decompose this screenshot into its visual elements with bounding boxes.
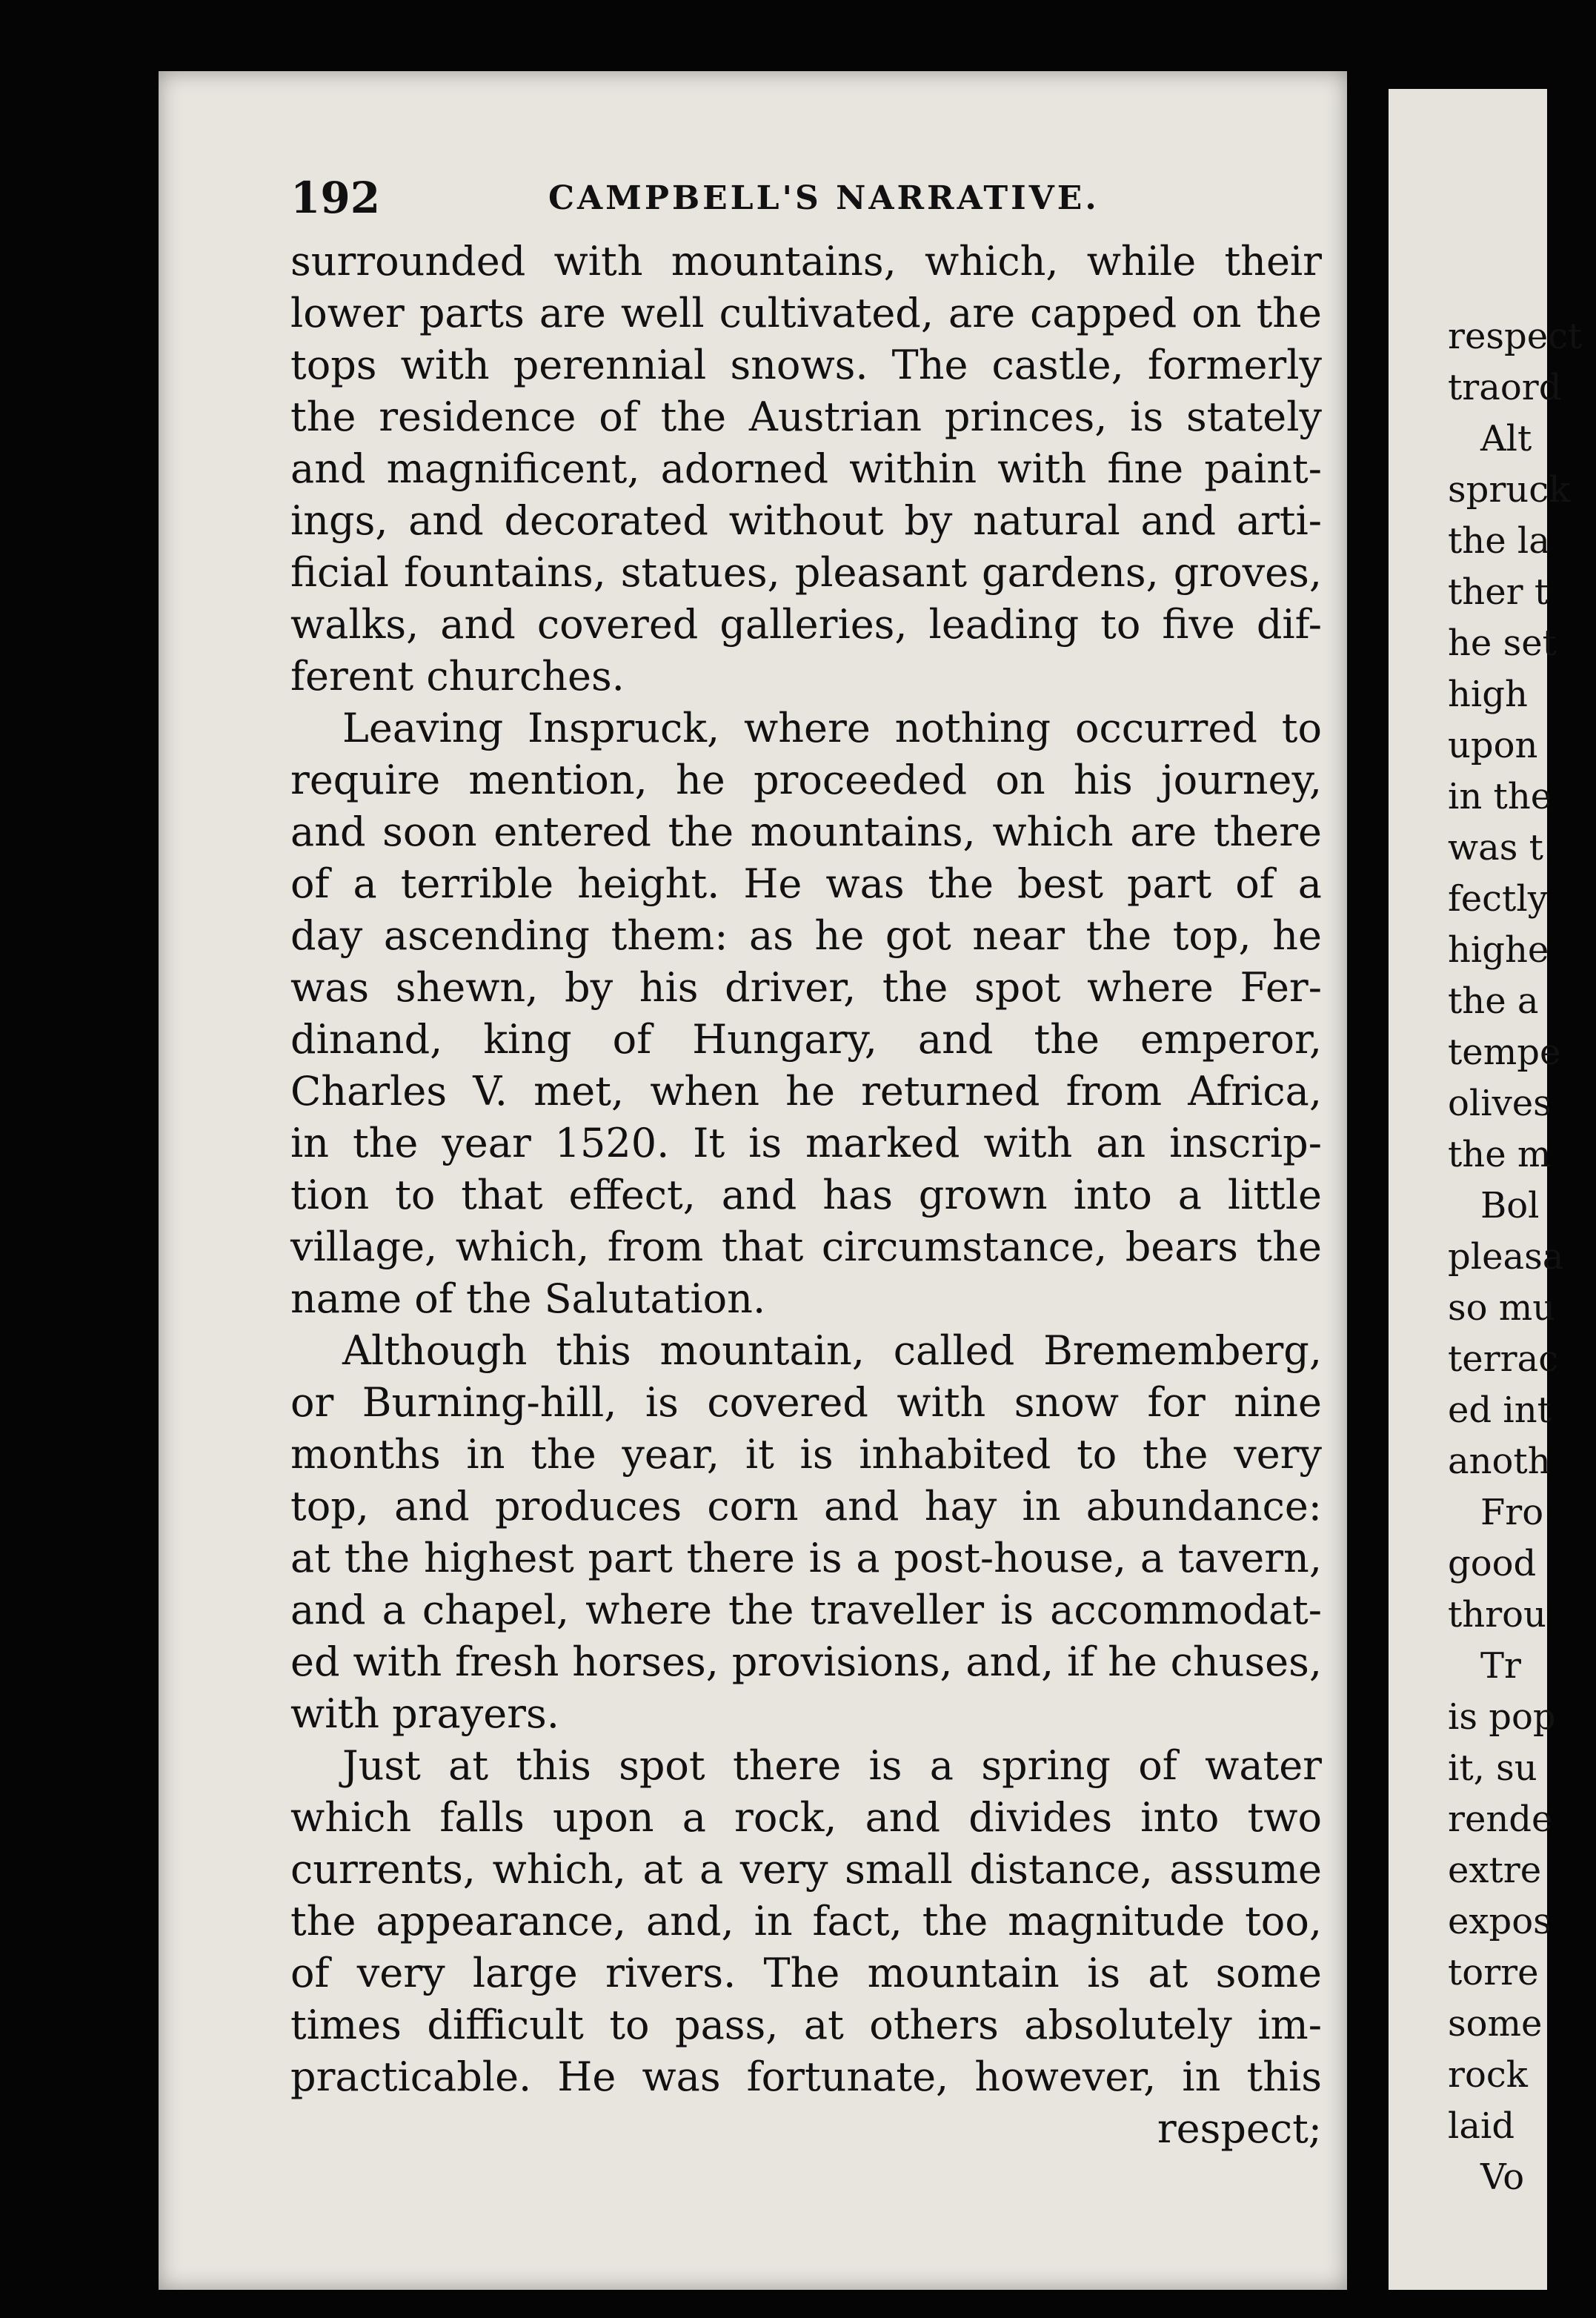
facing-text-line: the la (1448, 520, 1550, 562)
facing-text-line: was t (1448, 827, 1543, 869)
text-line: Although this mountain, called Brememberg, (342, 1327, 1322, 1374)
text-line: tion to that effect, and has grown into a little (290, 1172, 1322, 1218)
facing-text-line: good (1448, 1543, 1537, 1584)
facing-text-line: Fro (1480, 1492, 1544, 1533)
facing-text-line: ed int (1448, 1389, 1552, 1431)
facing-text-line: traord (1448, 367, 1562, 408)
facing-text-line: highe (1448, 929, 1549, 971)
facing-text-line: spruck (1448, 469, 1571, 511)
text-line: the appearance, and, in fact, the magnitude too, (290, 1898, 1322, 1945)
text-line: dinand, king of Hungary, and the emperor, (290, 1016, 1322, 1063)
facing-text-line: so mu (1448, 1287, 1556, 1329)
text-line: day ascending them: as he got near the top, he (290, 912, 1322, 959)
text-line: ings, and decorated without by natural and arti- (290, 497, 1322, 544)
facing-text-line: torre (1448, 1952, 1539, 1993)
page-header (290, 172, 1306, 224)
text-line: practicable. He was fortunate, however, in this (290, 2053, 1322, 2100)
facing-text-line: is pop (1448, 1696, 1556, 1738)
catchword-line (290, 2103, 1322, 2155)
facing-text-line: respect (1448, 316, 1583, 357)
facing-text-line: the m (1448, 1134, 1552, 1175)
body-text (290, 236, 1322, 2103)
text-line: Charles V. met, when he returned from Africa, (290, 1068, 1322, 1115)
facing-text-line: ther t (1448, 571, 1549, 613)
text-line: and a chapel, where the traveller is accommodat- (290, 1587, 1322, 1633)
text-line: with prayers. (290, 1690, 559, 1737)
text-line: walks, and covered galleries, leading to five dif- (290, 601, 1322, 648)
facing-text-line: extre (1448, 1850, 1542, 1891)
text-line: currents, which, at a very small distance, assume (290, 1846, 1322, 1893)
text-line: times difficult to pass, at others absolutely im- (290, 2002, 1322, 2048)
facing-text-line: the a (1448, 980, 1539, 1022)
facing-text-line: tempe (1448, 1032, 1561, 1073)
text-line: ed with fresh horses, provisions, and, if he chuses, (290, 1638, 1322, 1685)
text-line: the residence of the Austrian princes, is stately (290, 393, 1322, 440)
text-line: at the highest part there is a post-house, a tavern, (290, 1535, 1322, 1581)
facing-text-line: Bol (1480, 1185, 1540, 1226)
text-line: Leaving Inspruck, where nothing occurred to (342, 705, 1322, 751)
facing-text-line: throu (1448, 1594, 1546, 1635)
text-line: or Burning-hill, is covered with snow for nine (290, 1379, 1322, 1426)
facing-text-line: pleasa (1448, 1236, 1564, 1278)
facing-text-line: expos (1448, 1901, 1552, 1942)
facing-text-line: Alt (1480, 418, 1532, 459)
facing-text-line: terrac (1448, 1338, 1559, 1380)
text-line: in the year 1520. It is marked with an inscrip- (290, 1120, 1322, 1166)
facing-text-line: Tr (1480, 1645, 1521, 1687)
facing-text-line: in the (1448, 776, 1552, 817)
catchword: respect; (1157, 2105, 1322, 2152)
facing-text-line: laid (1448, 2105, 1515, 2147)
facing-text-line: fectly (1448, 878, 1548, 920)
facing-text-line: upon (1448, 725, 1538, 766)
text-line: and magnificent, adorned within with fine paint- (290, 445, 1322, 492)
page-number: 192 (290, 173, 381, 223)
text-line: surrounded with mountains, which, while their (290, 238, 1322, 285)
text-line: of a terrible height. He was the best part of a (290, 860, 1322, 907)
text-line: tops with perennial snows. The castle, formerly (290, 342, 1322, 388)
text-line: and soon entered the mountains, which are there (290, 808, 1322, 855)
text-line: was shewn, by his driver, the spot where Fer- (290, 964, 1322, 1011)
facing-text-line: anoth (1448, 1441, 1551, 1482)
running-head: CAMPBELL'S NARRATIVE. (548, 179, 1100, 217)
text-line: top, and produces corn and hay in abundance: (290, 1483, 1322, 1530)
facing-page-fragment (1389, 89, 1583, 2290)
text-line: ferent churches. (290, 653, 625, 700)
text-line: require mention, he proceeded on his journey, (290, 757, 1322, 803)
facing-text-line: some (1448, 2003, 1543, 2045)
facing-text-line: it, su (1448, 1747, 1537, 1789)
text-line: ficial fountains, statues, pleasant gardens, groves, (290, 549, 1322, 596)
text-line: name of the Salutation. (290, 1275, 766, 1322)
facing-text-line: olives (1448, 1083, 1552, 1124)
facing-text-line: rock (1448, 2054, 1528, 2096)
text-line: lower parts are well cultivated, are capped on the (290, 290, 1322, 336)
facing-text-line: Vo (1480, 2156, 1525, 2198)
text-line: of very large rivers. The mountain is at some (290, 1950, 1322, 1996)
facing-text-line: rende (1448, 1799, 1553, 1840)
text-line: Just at this spot there is a spring of water (342, 1742, 1322, 1789)
facing-text-line: high (1448, 674, 1528, 715)
facing-text-line: he set (1448, 622, 1557, 664)
facing-page-text (1448, 311, 1596, 2203)
text-line: months in the year, it is inhabited to the very (290, 1431, 1322, 1478)
text-line: village, which, from that circumstance, bears the (290, 1223, 1322, 1270)
text-line: which falls upon a rock, and divides into two (290, 1794, 1322, 1841)
